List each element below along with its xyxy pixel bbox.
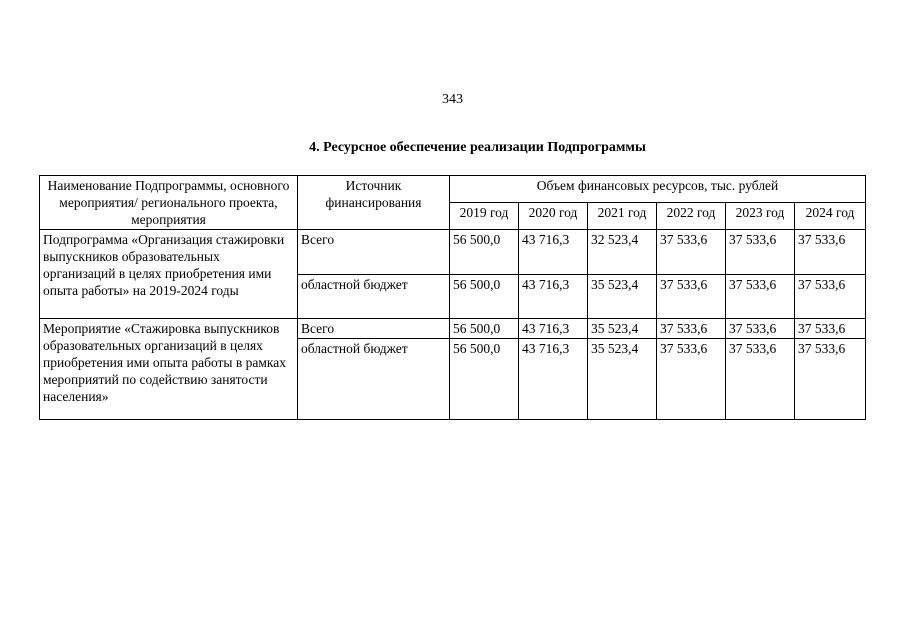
header-source: Источник финансирования	[298, 176, 450, 230]
table-row	[40, 230, 866, 275]
value-cell: 37 533,6	[726, 274, 795, 319]
row-name-subprogram: Подпрограмма «Организация стажировки выпускников образовательных организаций в целях приобретения ими опыта работы» на 2019-2024 годы	[40, 230, 298, 319]
value-cell: 37 533,6	[795, 339, 866, 420]
header-volume: Объем финансовых ресурсов, тыс. рублей	[450, 176, 866, 203]
value-cell: 37 533,6	[657, 230, 726, 275]
value-cell: 43 716,3	[519, 274, 588, 319]
row-source: Всего	[298, 319, 450, 339]
value-cell: 37 533,6	[657, 339, 726, 420]
header-year: 2022 год	[657, 203, 726, 230]
section-title: 4. Ресурсное обеспечение реализации Подпрограммы	[309, 140, 646, 155]
value-cell: 37 533,6	[795, 274, 866, 319]
header-year: 2019 год	[450, 203, 519, 230]
value-cell: 43 716,3	[519, 319, 588, 339]
value-cell: 35 523,4	[588, 274, 657, 319]
value-cell: 37 533,6	[726, 230, 795, 275]
value-cell: 37 533,6	[657, 319, 726, 339]
page-number: 343	[442, 92, 463, 107]
value-cell: 43 716,3	[519, 339, 588, 420]
row-source: Всего	[298, 230, 450, 275]
header-name: Наименование Подпрограммы, основного мероприятия/ регионального проекта, мероприятия	[40, 176, 298, 230]
value-cell: 37 533,6	[726, 339, 795, 420]
value-cell: 37 533,6	[657, 274, 726, 319]
row-name-measure: Мероприятие «Стажировка выпускников образовательных организаций в целях приобретения ими опыта работы в рамках мероприятий по содействию занятости населения»	[40, 319, 298, 420]
value-cell: 37 533,6	[795, 230, 866, 275]
value-cell: 32 523,4	[588, 230, 657, 275]
value-cell: 43 716,3	[519, 230, 588, 275]
value-cell: 56 500,0	[450, 274, 519, 319]
value-cell: 56 500,0	[450, 339, 519, 420]
value-cell: 56 500,0	[450, 230, 519, 275]
value-cell: 35 523,4	[588, 319, 657, 339]
value-cell: 35 523,4	[588, 339, 657, 420]
table-row	[40, 319, 866, 339]
header-year: 2020 год	[519, 203, 588, 230]
header-year: 2021 год	[588, 203, 657, 230]
row-source: областной бюджет	[298, 339, 450, 420]
row-source: областной бюджет	[298, 274, 450, 319]
header-row	[40, 176, 866, 203]
value-cell: 56 500,0	[450, 319, 519, 339]
resource-table	[39, 175, 866, 420]
value-cell: 37 533,6	[795, 319, 866, 339]
header-year: 2024 год	[795, 203, 866, 230]
value-cell: 37 533,6	[726, 319, 795, 339]
header-year: 2023 год	[726, 203, 795, 230]
